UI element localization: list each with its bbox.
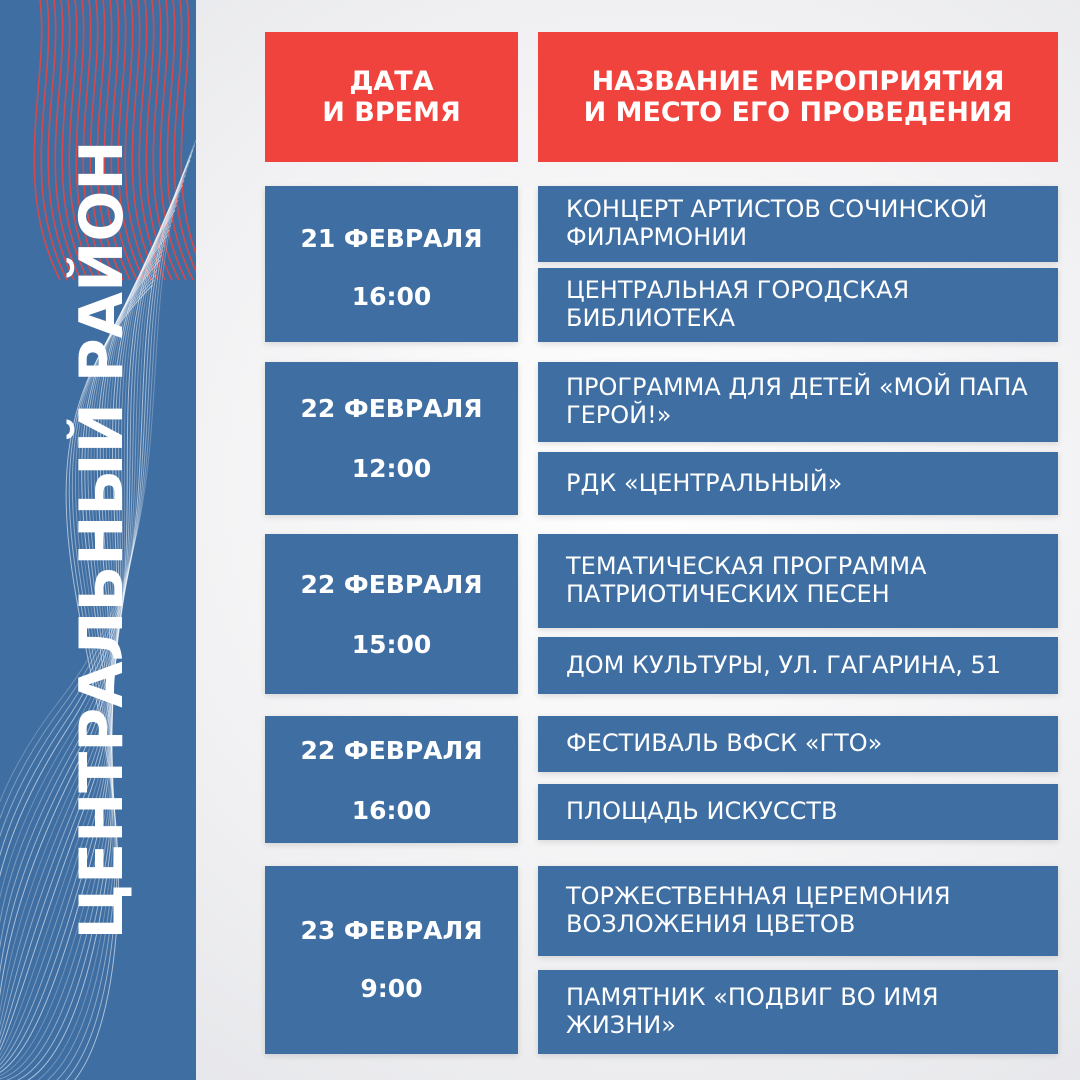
event-time: 16:00	[351, 282, 432, 311]
event-date: 22 ФЕВРАЛЯ	[300, 570, 483, 599]
sidebar	[0, 0, 196, 1080]
event-place: ЦЕНТРАЛЬНАЯ ГОРОДСКАЯ БИБЛИОТЕКА	[538, 268, 1058, 342]
event-time: 9:00	[360, 974, 423, 1003]
event-place: ПАМЯТНИК «ПОДВИГ ВО ИМЯ ЖИЗНИ»	[538, 970, 1058, 1054]
header-event-line2: И МЕСТО ЕГО ПРОВЕДЕНИЯ	[583, 97, 1013, 128]
event-date: 23 ФЕВРАЛЯ	[300, 916, 483, 945]
header-date-line2: И ВРЕМЯ	[322, 97, 461, 128]
event-date-box	[265, 534, 518, 694]
event-name: КОНЦЕРТ АРТИСТОВ СОЧИНСКОЙ ФИЛАРМОНИИ	[538, 186, 1058, 262]
event-place: ПЛОЩАДЬ ИСКУССТВ	[538, 784, 1058, 840]
header-event-place	[538, 32, 1058, 162]
event-place: РДК «ЦЕНТРАЛЬНЫЙ»	[538, 452, 1058, 515]
event-time: 15:00	[351, 630, 432, 659]
event-time: 16:00	[351, 796, 432, 825]
event-name: ТЕМАТИЧЕСКАЯ ПРОГРАММА ПАТРИОТИЧЕСКИХ ПЕСЕН	[538, 534, 1058, 628]
event-date-box	[265, 866, 518, 1054]
event-name: ФЕСТИВАЛЬ ВФСК «ГТО»	[538, 716, 1058, 772]
event-date-box	[265, 362, 518, 515]
event-date: 21 ФЕВРАЛЯ	[300, 224, 483, 253]
event-time: 12:00	[351, 454, 432, 483]
district-title: ЦЕНТРАЛЬНЫЙ РАЙОН	[67, 140, 137, 940]
event-name: ПРОГРАММА ДЛЯ ДЕТЕЙ «МОЙ ПАПА ГЕРОЙ!»	[538, 362, 1058, 442]
event-place: ДОМ КУЛЬТУРЫ, УЛ. ГАГАРИНА, 51	[538, 637, 1058, 694]
event-date: 22 ФЕВРАЛЯ	[300, 736, 483, 765]
header-event-line1: НАЗВАНИЕ МЕРОПРИЯТИЯ	[591, 65, 1005, 97]
event-date-box	[265, 186, 518, 342]
header-date-line1: ДАТА	[349, 65, 434, 97]
header-date-time	[265, 32, 518, 162]
event-date: 22 ФЕВРАЛЯ	[300, 394, 483, 423]
event-name: ТОРЖЕСТВЕННАЯ ЦЕРЕМОНИЯ ВОЗЛОЖЕНИЯ ЦВЕТОВ	[538, 866, 1058, 956]
event-date-box	[265, 716, 518, 843]
